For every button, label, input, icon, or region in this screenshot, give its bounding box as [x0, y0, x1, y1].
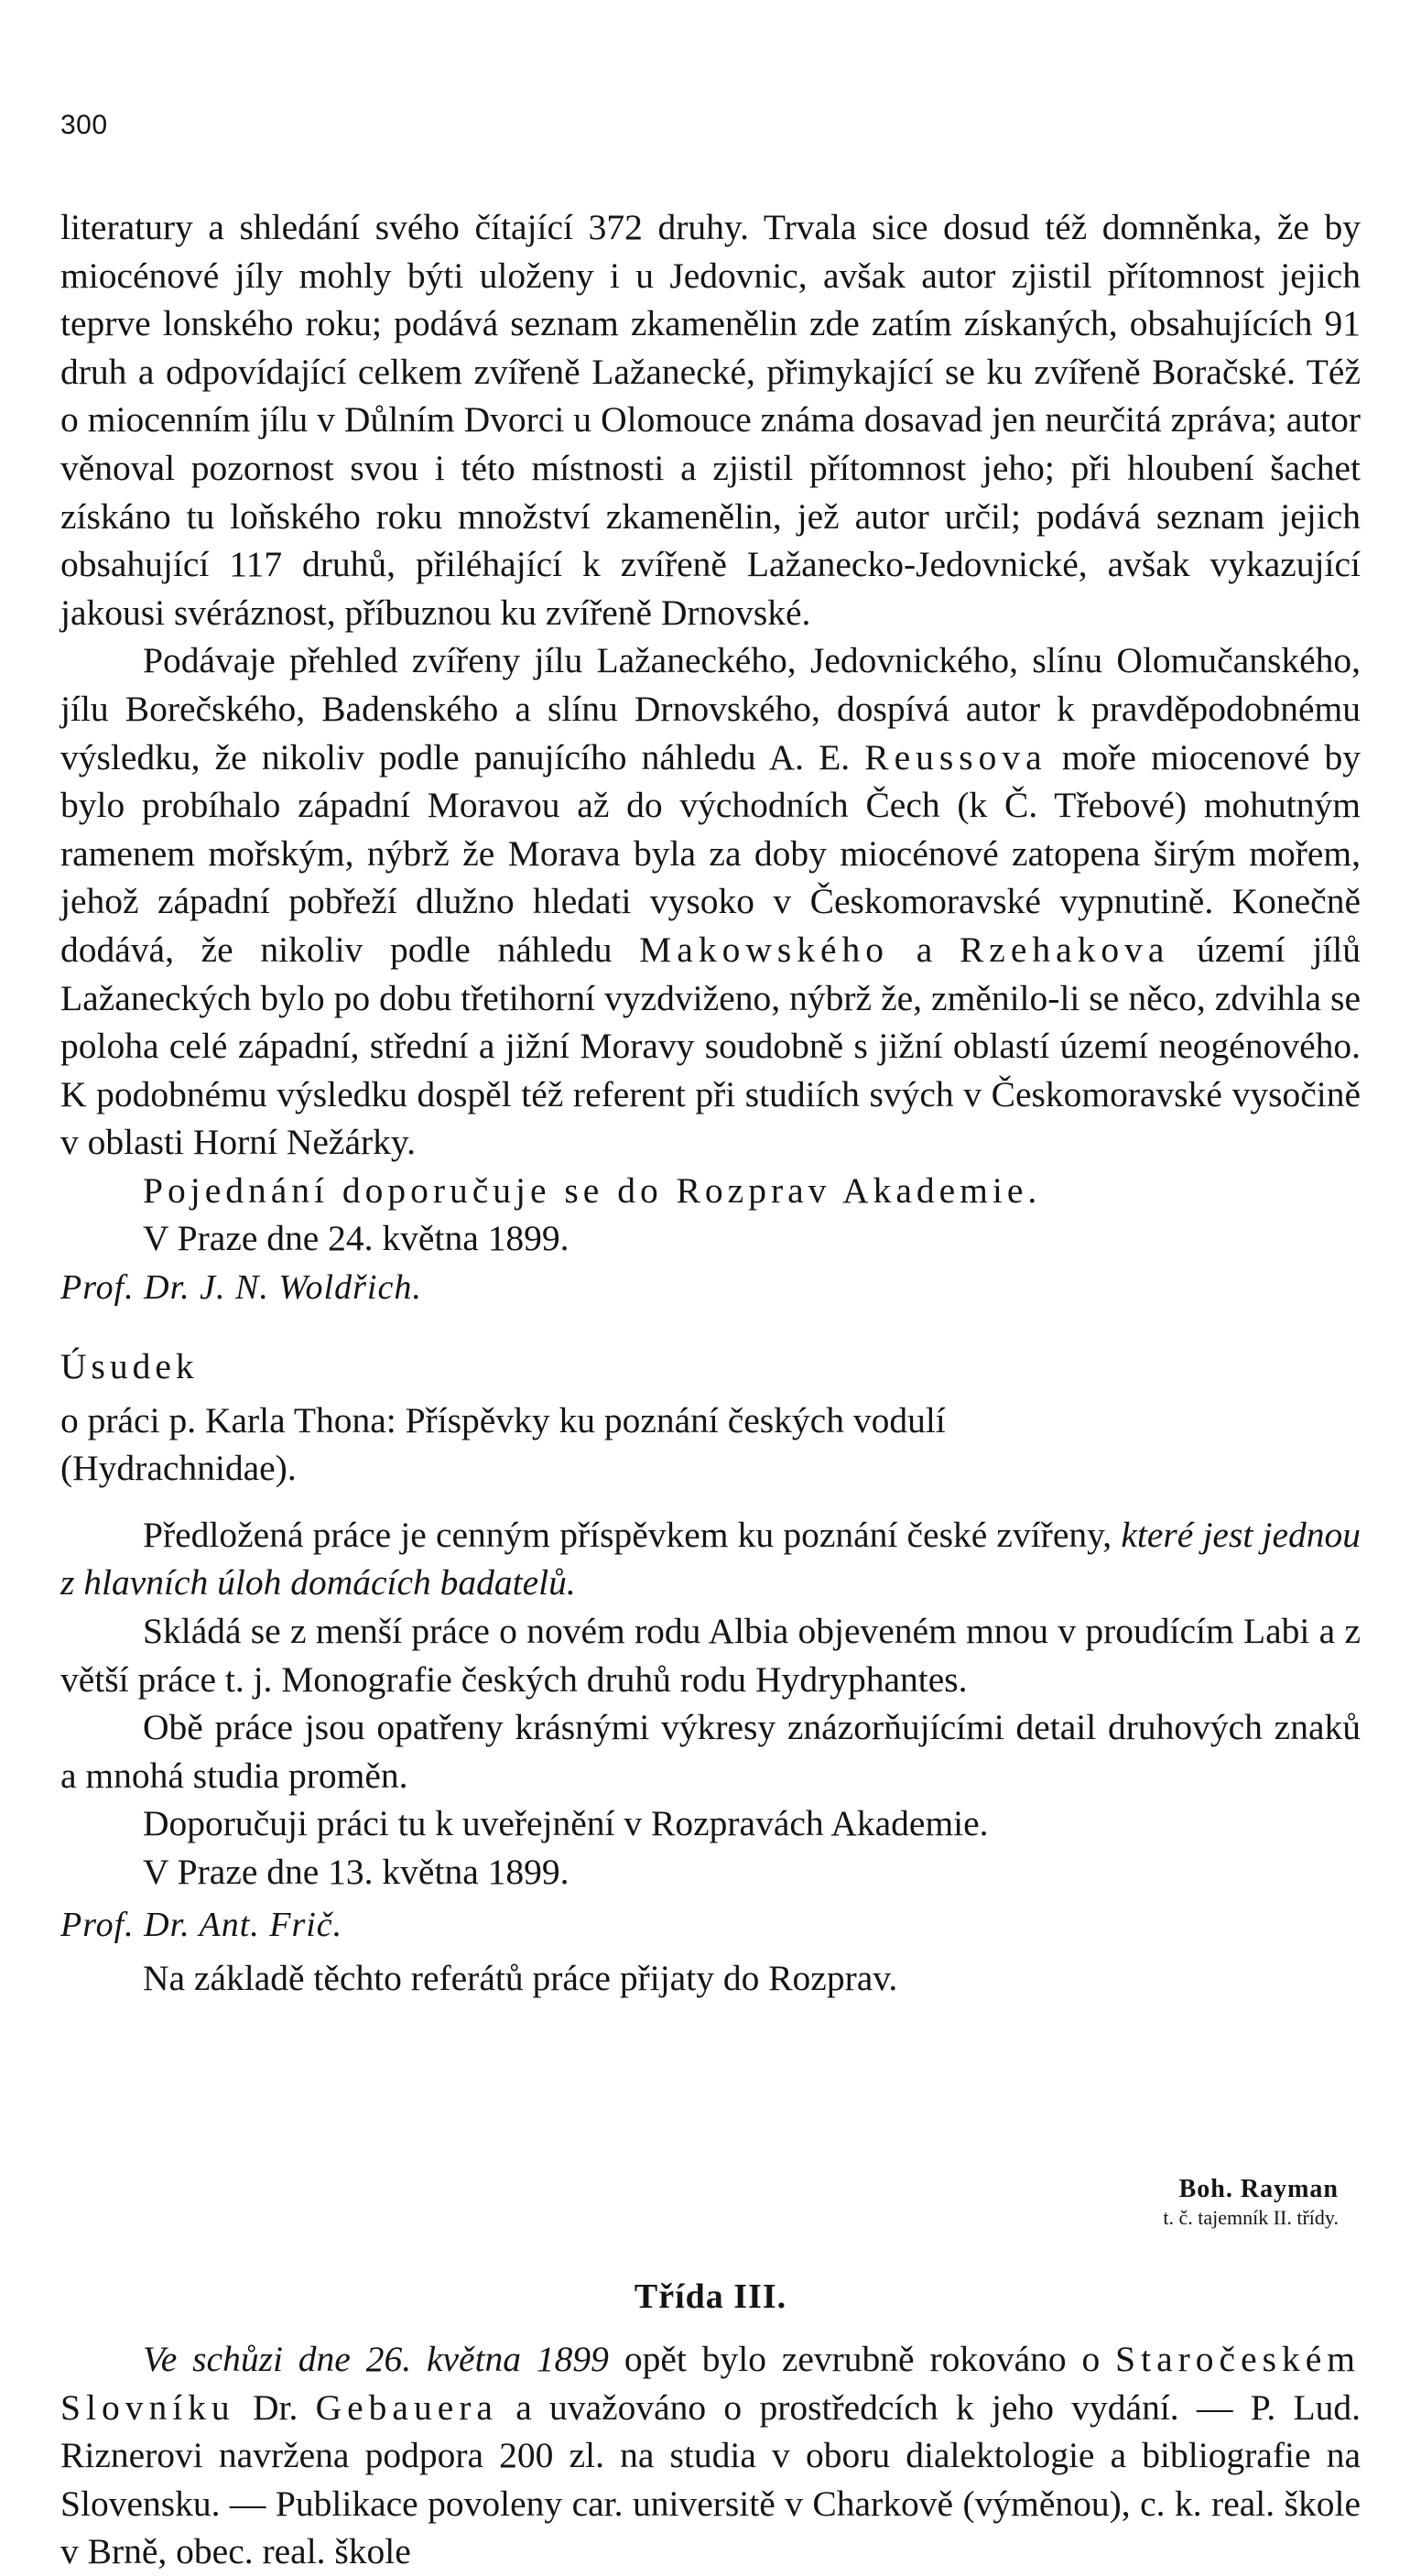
date-line-1: V Praze dne 24. května 1899. [143, 1218, 569, 1259]
paragraph-review-4: Doporučuji práci tu k uveřejnění v Rozpravách Akademie. [143, 1803, 989, 1844]
paragraph-continued: literatury a shledání svého čítající 372 druhy. Trvala sice dosud též domněnka, že by miocénové jíly mohly býti uloženy i u Jedovnic, avšak autor zjistil přítomnost jejich teprve lonského roku; podává seznam zkamenělin zde zatím získaných, obsahujících 91 druh a odpovídající celkem zvířeně Lažanecké, přimykající se ku zvířeně Boračské. Též o miocenním jílu v Důlním Dvorci u Olomouce známa dosavad jen neurčitá zpráva; autor věnoval pozornost svou i této místnosti a zjistil přítomnost jeho; při hloubení šachet získáno tu loňského roku množství zkamenělin, jež autor určil; podává seznam jejich obsahující 117 druhů, přiléhající k zvířeně Lažanecko-Jedovnické, avšak vykazující jakousi svéráznost, příbuznou ku zvířeně Drnovské. [60, 207, 1361, 633]
paragraph-review-1: Předložená práce je cenným příspěvkem ku poznání české zvířeny, které jest jednou z hlavních úloh domácích badatelů. [60, 1514, 1361, 1603]
review-subject-latin: (Hydrachnidae). [60, 1448, 297, 1489]
review-title: Úsudek [60, 1346, 199, 1386]
paragraph-session: Ve schůzi dne 26. května 1899 opět bylo zevrubně rokováno o Staročeském Slovníku Dr. Gebauera a uvažováno o prostředcích k jeho vydání. — P. Lud. Riznerovi navržena podpora 200 zl. na studia v oboru dialektologie a bibliografie na Slovensku. — Publikace povoleny car. universitě v Charkově (výměnou), c. k. real. škole v Brně, obec. real. škole [60, 2339, 1361, 2572]
signature-woldrich: Prof. Dr. J. N. Woldřich. [60, 1268, 422, 1308]
paragraph-review-3: Obě práce jsou opatřeny krásnými výkresy znázorňujícími detail druhových znaků a mnohá studia proměn. [60, 1707, 1361, 1796]
recommendation-line: Pojednání doporučuje se do Rozprav Akademie. [143, 1169, 1042, 1211]
paragraph-overview: Podávaje přehled zvířeny jílu Lažaneckého, Jedovnického, slínu Olomučanského, jílu Borečského, Badenského a slínu Drnovského, dospívá autor k pravděpodobnému výsledku, že nikoliv podle panujícího náhledu A. E. Reussova moře miocenové by bylo probíhalo západní Moravou až do východních Čech (k Č. Třebové) mohutným ramenem mořským, nýbrž že Morava byla za doby miocénové zatopena širým mořem, jehož západní pobřeží dlužno hledati vysoko v Českomoravské vypnutině. Konečně dodává, že nikoliv podle náhledu Makowského a Rzehakova území jílů Lažaneckých bylo po dobu třetihorní vyzdviženo, nýbrž že, změnilo-li se něco, zdvihla se poloha celé západní, střední a jižní Moravy soudobně s jižní oblastí území neogénového. K podobnému výsledku dospěl též referent při studiích svých v Českomoravské vysočině v oblasti Horní Nežárky. [60, 640, 1361, 1163]
review-subject: o práci p. Karla Thona: Příspěvky ku poznání českých vodulí [60, 1399, 946, 1440]
date-line-2: V Praze dne 13. května 1899. [143, 1851, 569, 1892]
secretary-block [60, 2174, 1339, 2231]
author-name-gebauer: Gebauera [315, 2386, 498, 2428]
paragraph-review-2: Skládá se z menší práce o novém rodu Albia objeveném mnou v proudícím Labi a z větší práce t. j. Monografie českých druhů rodu Hydryphantes. [60, 1610, 1361, 1700]
author-name-reuss: Reussova [864, 736, 1047, 777]
class-three-section [60, 2335, 1361, 2576]
author-name-makowsky: Makowského [639, 929, 890, 970]
class-heading: Třída III. [634, 2277, 787, 2316]
dictionary-title: Staročeském Slovníku [60, 2339, 1361, 2428]
secretary-name: Boh. Rayman [1178, 2175, 1339, 2203]
author-name-rzehak: Rzehakova [959, 929, 1170, 970]
page-number: 300 [60, 110, 108, 140]
secretary-title: t. č. tajemník II. třídy. [1163, 2206, 1339, 2229]
review-section [60, 1342, 1361, 2003]
paragraph-accepted: Na základě těchto referátů práce přijaty do Rozprav. [143, 1958, 898, 1999]
signature-fric: Prof. Dr. Ant. Frič. [60, 1905, 343, 1944]
body-text [60, 203, 1361, 1312]
